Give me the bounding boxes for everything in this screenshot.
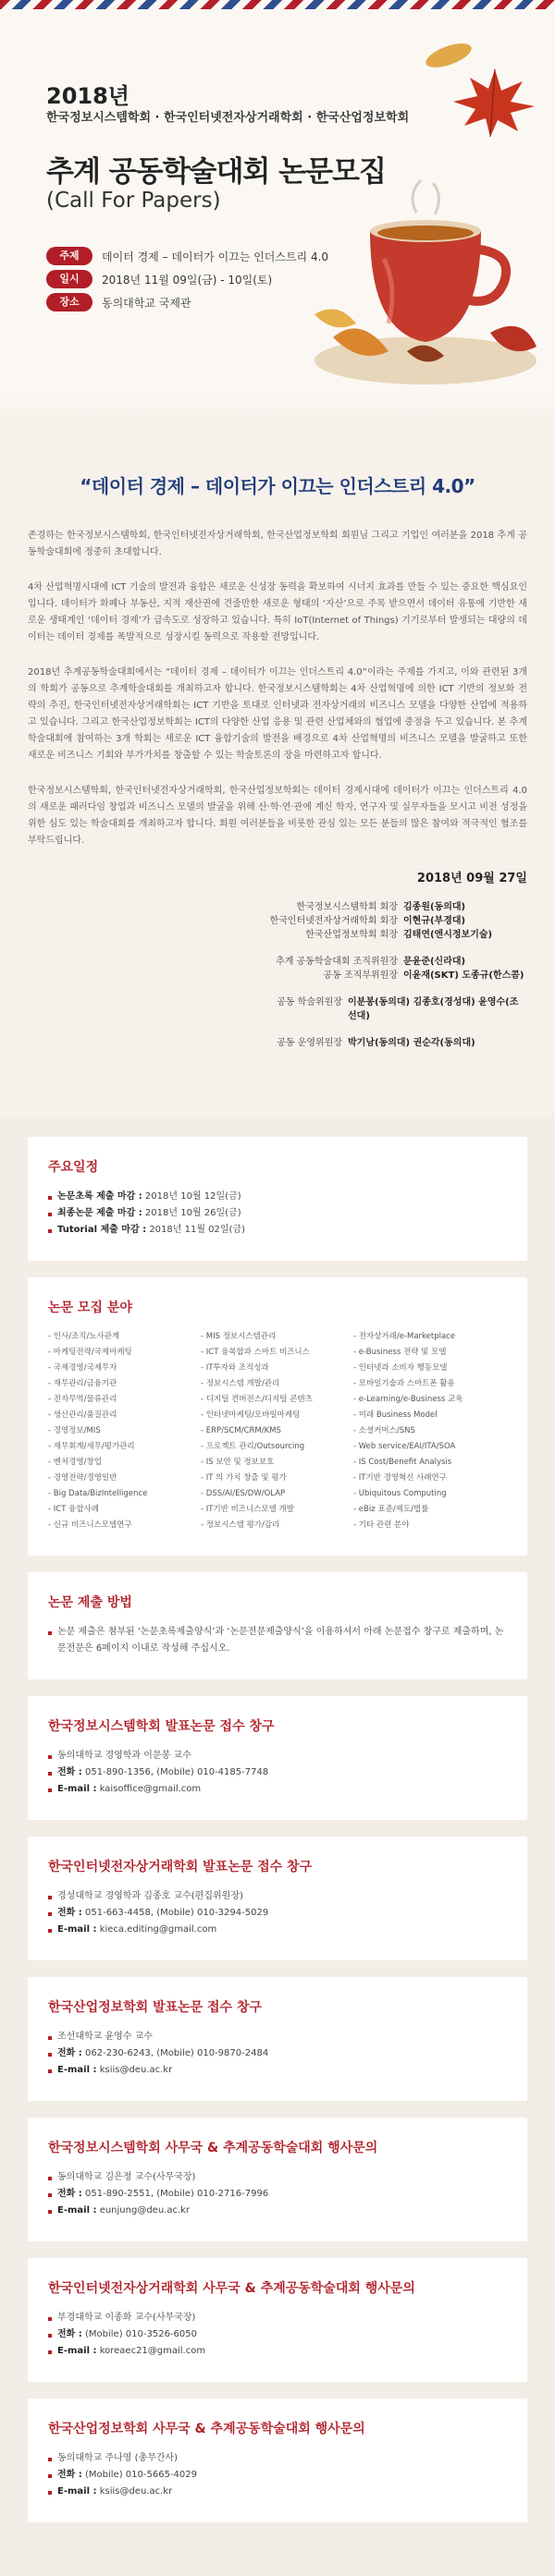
signature-group (28, 900, 527, 942)
signature-name: 이현규(부경대) (403, 916, 466, 926)
contact-email (48, 1781, 507, 1798)
phone-value: 062-230-6243, (Mobile) 010-9870-2484 (85, 2048, 269, 2058)
signature-role: 공동 학술위원장 (277, 997, 342, 1007)
fields-column (201, 1329, 353, 1533)
field-item: - IT 의 가치 창출 및 평가 (201, 1473, 287, 1483)
maple-leaf-icon (444, 65, 546, 139)
schedule-card (28, 1137, 527, 1261)
contact-card (28, 1977, 527, 2101)
email-label: E-mail : (57, 2065, 97, 2075)
contact-phone (48, 2326, 507, 2343)
field-item: - 정보시스템 평가/감리 (201, 1520, 280, 1530)
contact-email (48, 1922, 507, 1938)
field-item: - ERP/SCM/CRM/KMS (201, 1426, 281, 1435)
contact-phone (48, 2045, 507, 2062)
signature-group (28, 995, 527, 1023)
info-cards (0, 1118, 555, 2576)
field-item: - 전자무역/물류관리 (48, 1395, 117, 1404)
airmail-stripe (0, 0, 555, 9)
field-item: - 경영전략/경영일반 (48, 1473, 117, 1483)
contact-person: 동의대학교 경영학과 이문봉 교수 (48, 1748, 507, 1764)
email-label: E-mail : (57, 2486, 97, 2497)
field-item: - 기타 관련 분야 (353, 1520, 410, 1530)
email-label: E-mail : (57, 1924, 97, 1935)
contact-phone (48, 1905, 507, 1922)
field-item: - Web service/EAI/ITA/SOA (353, 1442, 456, 1451)
field-item: - 정보시스템 개발/관리 (201, 1379, 280, 1388)
phone-label: 전화 : (57, 1908, 82, 1918)
hero-year: 2018년 (46, 83, 130, 109)
signature-role: 추계 공동학술대회 조직위원장 (276, 957, 398, 967)
submission-title: 논문 제출 방법 (48, 1595, 132, 1610)
venue-value: 동의대학교 국제관 (102, 296, 191, 310)
schedule-label: 논문초록 제출 마감 : (57, 1191, 142, 1202)
hero-banner (0, 0, 555, 425)
signature-row (28, 914, 527, 928)
submission-card (28, 1572, 527, 1679)
phone-value: 051-890-2551, (Mobile) 010-2716-7996 (85, 2189, 269, 2199)
contact-email (48, 2484, 507, 2500)
phone-label: 전화 : (57, 1767, 82, 1777)
contact-title: 한국산업정보학회 사무국 & 추계공동학술대회 행사문의 (48, 2422, 365, 2436)
greeting-paragraph: 존경하는 한국정보시스템학회, 한국인터넷전자상거래학회, 한국산업정보학회 회원님 그리고 기업인 여러분을 2018 추계 공동학술대회에 정중히 초대합니다. (28, 531, 527, 557)
topic-tag: 주제 (46, 247, 92, 265)
field-item: - 프로젝트 관리/Outsourcing (201, 1442, 305, 1451)
teacup-illustration-icon (305, 176, 546, 397)
schedule-value: 2018년 10월 26일(금) (144, 1208, 241, 1218)
email-link[interactable]: eunjung@deu.ac.kr (99, 2205, 191, 2216)
email-link[interactable]: kaisoffice@gmail.com (99, 1784, 202, 1794)
greeting-section (0, 425, 555, 1118)
contact-card (28, 1837, 527, 1960)
contact-person: 조선대학교 윤영수 교수 (48, 2029, 507, 2045)
field-item: - 재무관리/금융기관 (48, 1379, 117, 1388)
signature-row (28, 969, 527, 983)
topic-value: 데이터 경제 – 데이터가 이끄는 인더스트리 4.0 (102, 250, 329, 263)
field-item: - Big Data/BizIntelligence (48, 1489, 148, 1498)
field-item: - 재무회계/세무/평가관리 (48, 1442, 135, 1451)
schedule-title: 주요일정 (48, 1160, 99, 1175)
fields-column (48, 1329, 201, 1533)
page-title: 추계 공동학술대회 논문모집 (46, 155, 386, 189)
fields-title: 논문 모집 분야 (48, 1300, 132, 1315)
field-item: - 생산관리/품질관리 (48, 1410, 117, 1420)
contact-title: 한국정보시스템학회 사무국 & 추계공동학술대회 행사문의 (48, 2141, 378, 2155)
field-item: - 소셜커머스/SNS (353, 1426, 415, 1435)
signature-role: 한국정보시스템학회 회장 (296, 902, 398, 912)
greeting-paragraph: 한국정보시스템학회, 한국인터넷전자상거래학회, 한국산업정보학회는 데이터 경제시대에 데이터가 이끄는 인더스트리 4.0의 새로운 패러다임 창업과 비즈니스 모델의 발굴을 위해 산·학·연·관에 계신 학자, 연구자 및 실무자들을 모시고 비전 성정을 위한 심도 있는 학술대회를 개최하고자 합니다. 회원 여러분들을 비롯한 관심 있는 모든 분들의 많은 참여와 적극적인 협조를 부탁드립니다. (28, 786, 527, 846)
field-item: - 인터넷과 소비자 행동모델 (353, 1363, 448, 1373)
signature-role: 한국산업정보학회 회장 (305, 930, 398, 940)
date-tag: 일시 (46, 270, 92, 288)
signature-role: 공동 운영위원장 (277, 1038, 342, 1048)
contact-phone (48, 2467, 507, 2484)
field-item: - ICT 융합사례 (48, 1505, 99, 1514)
field-item: - ICT 융복합과 스마트 비즈니스 (201, 1348, 310, 1357)
signature-row (28, 928, 527, 942)
hero-societies: 한국정보시스템학회 · 한국인터넷전자상거래학회 · 한국산업정보학회 (46, 111, 410, 125)
signature-row (28, 900, 527, 914)
venue-tag: 장소 (46, 293, 92, 311)
phone-label: 전화 : (57, 2048, 82, 2058)
signature-row (28, 1036, 527, 1050)
contact-title: 한국인터넷전자상거래학회 발표논문 접수 창구 (48, 1860, 313, 1874)
contact-person: 부경대학교 이종화 교수(사무국장) (48, 2310, 507, 2326)
info-venue (46, 293, 191, 311)
contact-person: 동의대학교 김은정 교수(사무국장) (48, 2169, 507, 2186)
email-label: E-mail : (57, 1784, 97, 1794)
field-item: - DSS/AI/ES/DW/OLAP (201, 1489, 286, 1498)
contact-details (48, 2310, 507, 2360)
contacts-list (28, 1696, 527, 2522)
contact-email (48, 2343, 507, 2360)
contact-title: 한국산업정보학회 발표논문 접수 창구 (48, 2000, 263, 2015)
schedule-value: 2018년 11월 02일(금) (149, 1225, 246, 1235)
info-topic (46, 247, 328, 265)
contact-email (48, 2203, 507, 2219)
field-item: - IS Cost/Benefit Analysis (353, 1458, 452, 1467)
signature-group (28, 1036, 527, 1050)
field-item: - 모바일기술과 스마트폰 활용 (353, 1379, 455, 1388)
contact-email (48, 2062, 507, 2079)
email-link[interactable]: kieca.editing@gmail.com (99, 1924, 217, 1935)
greeting-paragraph: 2018년 추계공동학술대회에서는 “데이터 경제 – 데이터가 이끄는 인더스트리 4.0”이라는 주제를 가지고, 이와 관련된 3개의 학회가 공동으로 추계학술대회를 개최하고자 합니다. 한국정보시스템학회는 4차 산업혁명에 의한 ICT 기반의 정보화 전략의 추진, 한국인터넷전자상거래학회는 ICT 기반을 토대로 인터넷과 전자상거래의 비즈니스 모델을 다양한 산업에 적용하고 있습니다. 그리고 한국산업정보학회는 ICT의 다양한 산업 응용 및 관련 산업체와의 협업에 중점을 두고 있습니다. 본 추계학술대회에 참여하는 3개 학회는 새로운 ICT 융합기술의 발전을 배경으로 4차 산업혁명의 비즈니스 모델을 발굴하고 또한 새로운 비즈니스 기회와 부가가치를 창출할 수 있는 학술토론의 장을 마련하고자 합니다. (28, 667, 527, 761)
email-link[interactable]: koreaec21@gmail.com (99, 2346, 206, 2356)
schedule-item (48, 1205, 507, 1222)
fields-column (353, 1329, 506, 1533)
schedule-value: 2018년 10월 12일(금) (144, 1191, 241, 1202)
signature-name: 이분봉(동의대) 김종호(경성대) 윤영수(조선대) (348, 997, 519, 1021)
signature-row (28, 955, 527, 969)
contact-details (48, 2029, 507, 2079)
field-item: - 신규 비즈니스모델연구 (48, 1520, 132, 1530)
contact-card (28, 1696, 527, 1820)
info-date (46, 270, 272, 288)
signature-name: 이윤재(SKT) 도종규(한스콤) (403, 971, 524, 981)
contact-details (48, 1888, 507, 1938)
phone-value: 051-663-4458, (Mobile) 010-3294-5029 (85, 1908, 269, 1918)
phone-label: 전화 : (57, 2189, 82, 2199)
field-item: - 벤처경영/창업 (48, 1458, 102, 1467)
fields-card (28, 1277, 527, 1556)
field-item: - 마케팅전략/국제마케팅 (48, 1348, 132, 1357)
schedule-label: 최종논문 제출 마감 : (57, 1208, 142, 1218)
contact-details (48, 2169, 507, 2219)
phone-label: 전화 : (57, 2329, 82, 2339)
phone-value: 051-890-1356, (Mobile) 010-4185-7748 (85, 1767, 269, 1777)
signature-name: 박기남(동의대) 권순각(동의대) (348, 1038, 475, 1048)
signature-row (28, 995, 527, 1023)
page-subtitle: (Call For Papers) (46, 189, 221, 213)
signature-role: 공동 조직부위원장 (323, 971, 398, 981)
email-label: E-mail : (57, 2205, 97, 2216)
contact-title: 한국인터넷전자상거래학회 사무국 & 추계공동학술대회 행사문의 (48, 2281, 415, 2296)
signature-role: 한국인터넷전자상거래학회 회장 (269, 916, 398, 926)
contact-details (48, 2450, 507, 2500)
theme-quote: “데이터 경제 – 데이터가 이끄는 인더스트리 4.0” (80, 475, 475, 497)
field-item: - 국제경영/국제무자 (48, 1363, 117, 1373)
greeting-paragraph: 4차 산업혁명시대에 ICT 기술의 발전과 융합은 새로운 신성장 동력을 확보하여 시너지 효과를 만들 수 있는 중요한 핵심요인입니다. 데이터가 화폐나 부동산, 지적 재산권에 견줄만한 새로운 형태의 ‘자산’으로 주목 받으면서 데이터 유통에 기반한 새로운 생태계인 ‘데이터 경제’가 급속도로 성장하고 있습니다. 특히 IoT(Internet of Things) 기기로부터 발생되는 대량의 데이터는 데이터 경제를 폭발적으로 성장시킬 동력으로 작용할 전망입니다. (28, 582, 527, 642)
schedule-label: Tutorial 제출 마감 : (57, 1225, 147, 1235)
fields-columns (48, 1329, 507, 1533)
email-link[interactable]: ksiis@deu.ac.kr (99, 2486, 173, 2497)
contact-phone (48, 2186, 507, 2203)
contact-person: 경성대학교 경영학과 김종호 교수(편집위원장) (48, 1888, 507, 1905)
signature-group (28, 955, 527, 983)
field-item: - e-Business 전략 및 모델 (353, 1348, 447, 1357)
email-link[interactable]: ksiis@deu.ac.kr (99, 2065, 173, 2075)
signature-name: 문윤준(신라대) (403, 957, 466, 967)
schedule-item (48, 1189, 507, 1205)
field-item: - eBiz 표준/제도/법률 (353, 1505, 429, 1514)
field-item: - IS 보안 및 정보보호 (201, 1458, 275, 1467)
contact-card (28, 2258, 527, 2382)
field-item: - 인터넷마케팅/모바일마케팅 (201, 1410, 301, 1420)
hero-fade (0, 388, 555, 425)
field-item: - 미래 Business Model (353, 1410, 438, 1420)
contact-details (48, 1748, 507, 1798)
field-item: - Ubiquitous Computing (353, 1489, 447, 1498)
signature-name: 김종원(동의대) (403, 902, 466, 912)
date-value: 2018년 11월 09일(금) - 10일(토) (102, 273, 273, 287)
schedule-list (48, 1189, 507, 1239)
field-item: - 인사/조직/노사관계 (48, 1332, 120, 1341)
phone-value: (Mobile) 010-5665-4029 (85, 2470, 197, 2480)
greeting-date: 2018년 09월 27일 (416, 872, 527, 885)
field-item: - IT기반 경영혁신 사례연구 (353, 1473, 447, 1483)
field-item: - 전자상거래/e-Marketplace (353, 1332, 456, 1341)
schedule-item (48, 1222, 507, 1239)
phone-label: 전화 : (57, 2470, 82, 2480)
field-item: - e-Learning/e-Business 교육 (353, 1395, 463, 1404)
contact-phone (48, 1764, 507, 1781)
field-item: - 경영정보/MIS (48, 1426, 101, 1435)
contact-card (28, 2399, 527, 2522)
field-item: - MIS 정보시스템관리 (201, 1332, 277, 1341)
contact-person: 동의대학교 주나영 (총무간사) (48, 2450, 507, 2467)
leaf-icon (421, 37, 476, 74)
field-item: - IT기반 비즈니스모델 개발 (201, 1505, 294, 1514)
field-item: - IT투자와 조직성과 (201, 1363, 269, 1373)
field-item: - 디지털 컨버전스/디지털 콘텐츠 (201, 1395, 313, 1404)
signature-name: 김태연(엔시정보기술) (403, 930, 493, 940)
submission-text: 논문 제출은 첨부된 ‘논문초록제출양식’과 ‘논문전문제출양식’을 이용하셔서 아래 논문접수 창구로 제출하며, 논문전문은 6페이지 이내로 작성해 주십시오. (48, 1624, 507, 1657)
phone-value: (Mobile) 010-3526-6050 (85, 2329, 197, 2339)
contact-title: 한국정보시스템학회 발표논문 접수 창구 (48, 1719, 275, 1734)
submission-list (48, 1624, 507, 1657)
email-label: E-mail : (57, 2346, 97, 2356)
contact-card (28, 2118, 527, 2241)
